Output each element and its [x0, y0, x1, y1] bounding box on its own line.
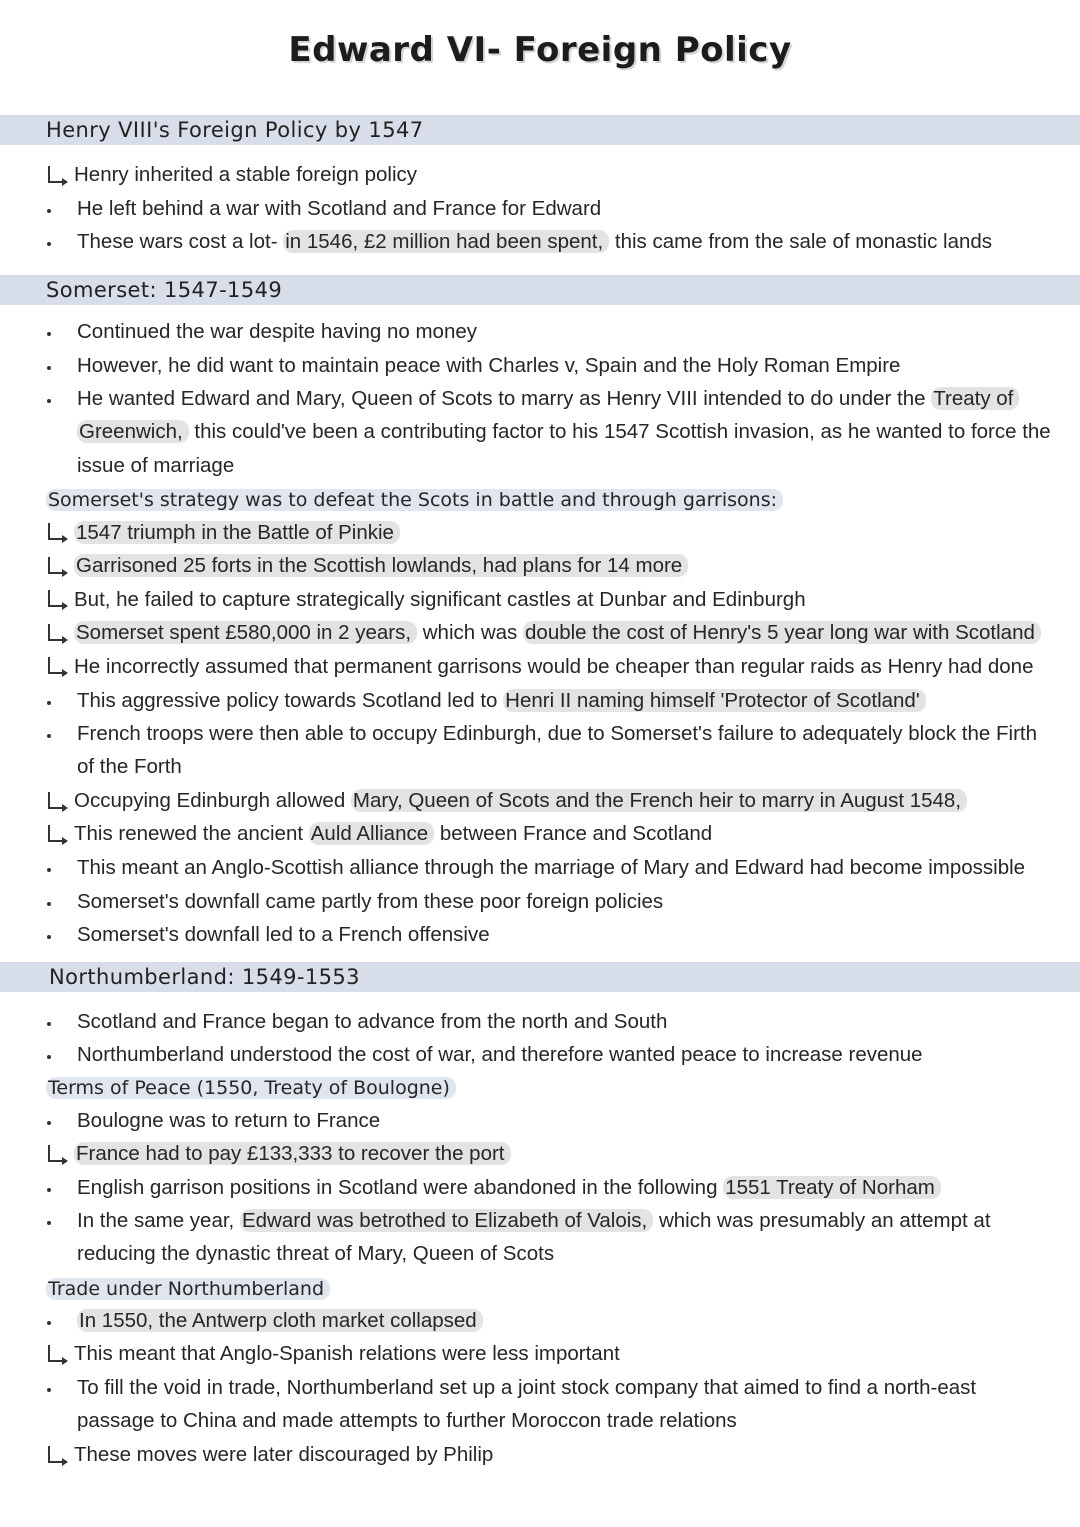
arrow-icon — [48, 657, 62, 674]
arrow-icon — [48, 166, 62, 183]
highlight: Trade under Northumberland — [46, 1278, 330, 1300]
subheading — [46, 1276, 330, 1302]
text-line: issue of marriage — [77, 454, 235, 477]
text-part: which was — [417, 621, 524, 644]
arrow-icon — [48, 1145, 62, 1162]
text-line: reducing the dynastic threat of Mary, Queen of Scots — [77, 1242, 555, 1265]
highlight: Somerset spent £580,000 in 2 years, — [74, 621, 417, 644]
text-line — [77, 1208, 991, 1234]
bullet-icon — [47, 1221, 51, 1225]
text-part: Occupying Edinburgh allowed — [74, 789, 351, 812]
text-line — [74, 788, 967, 814]
bullet-icon — [47, 242, 51, 246]
bullet-icon — [47, 868, 51, 872]
text-line — [74, 1141, 511, 1167]
text-line: passage to China and made attempts to further Moroccon trade relations — [77, 1409, 737, 1432]
highlight: Terms of Peace (1550, Treaty of Boulogne) — [46, 1077, 456, 1099]
bullet-icon — [47, 1055, 51, 1059]
text-line — [77, 386, 1019, 412]
bullet-icon — [47, 734, 51, 738]
arrow-icon — [48, 825, 62, 842]
section-heading-text: Somerset: 1547-1549 — [46, 278, 283, 302]
highlight: Henri II naming himself 'Protector of Scotland' — [503, 689, 926, 712]
bullet-icon — [47, 902, 51, 906]
text-part: this came from the sale of monastic lands — [609, 230, 993, 253]
arrow-icon — [48, 557, 62, 574]
bullet-icon — [47, 399, 51, 403]
bullet-icon — [47, 1321, 51, 1325]
text-line: These moves were later discouraged by Philip — [74, 1443, 494, 1466]
text-line: To fill the void in trade, Northumberland set up a joint stock company that aimed to find a north-east — [77, 1376, 977, 1399]
section-heading-text: Henry VIII's Foreign Policy by 1547 — [46, 118, 424, 142]
text-part: He wanted Edward and Mary, Queen of Scots to marry as Henry VIII intended to do under the — [77, 387, 932, 410]
text-part: This renewed the ancient — [74, 822, 309, 845]
text-line: of the Forth — [77, 755, 182, 778]
arrow-icon — [48, 624, 62, 641]
bullet-icon — [47, 1022, 51, 1026]
text-part: between France and Scotland — [434, 822, 713, 845]
text-line: This meant an Anglo-Scottish alliance through the marriage of Mary and Edward had become impossible — [77, 856, 1026, 879]
section-heading-henry — [0, 115, 1080, 145]
section-heading-text: Northumberland: 1549-1553 — [49, 965, 360, 989]
arrow-icon — [48, 1345, 62, 1362]
text-line: This meant that Anglo-Spanish relations were less important — [74, 1342, 620, 1365]
subheading — [46, 487, 783, 513]
section-heading-somerset — [0, 275, 1080, 305]
text-part: English garrison positions in Scotland were abandoned in the following — [77, 1176, 724, 1199]
highlight: Greenwich, — [77, 420, 189, 443]
text-line: But, he failed to capture strategically significant castles at Dunbar and Edinburgh — [74, 588, 806, 611]
text-line: Continued the war despite having no money — [77, 320, 478, 343]
bullet-icon — [47, 332, 51, 336]
highlight: In 1550, the Antwerp cloth market collapsed — [77, 1309, 483, 1332]
arrow-icon — [48, 792, 62, 809]
text-line — [77, 229, 992, 255]
text-part: In the same year, — [77, 1209, 240, 1232]
highlight: Edward was betrothed to Elizabeth of Valois, — [240, 1209, 653, 1232]
highlight: Mary, Queen of Scots and the French heir to marry in August 1548, — [351, 789, 967, 812]
bullet-icon — [47, 701, 51, 705]
section-heading-northumberland — [0, 962, 1080, 992]
text-part: This aggressive policy towards Scotland led to — [77, 689, 504, 712]
text-line: French troops were then able to occupy Edinburgh, due to Somerset's failure to adequately block the Firth — [77, 722, 1037, 745]
text-line: Scotland and France began to advance from the north and South — [77, 1010, 668, 1033]
bullet-icon — [47, 1188, 51, 1192]
text-line: He left behind a war with Scotland and France for Edward — [77, 197, 602, 220]
bullet-icon — [47, 366, 51, 370]
text-line: However, he did want to maintain peace with Charles v, Spain and the Holy Roman Empire — [77, 354, 901, 377]
arrow-icon — [48, 590, 62, 607]
highlight: double the cost of Henry's 5 year long war with Scotland — [523, 621, 1041, 644]
arrow-icon — [48, 523, 62, 540]
bullet-icon — [47, 935, 51, 939]
text-line — [77, 419, 1051, 445]
text-line: Henry inherited a stable foreign policy — [74, 163, 417, 186]
highlight: Treaty of — [931, 387, 1019, 410]
bullet-icon — [47, 209, 51, 213]
subheading — [46, 1075, 456, 1101]
text-part: These wars cost a lot- — [77, 230, 284, 253]
highlight: 1547 triumph in the Battle of Pinkie — [74, 521, 400, 544]
text-line — [74, 620, 1041, 646]
text-line: Somerset's downfall came partly from these poor foreign policies — [77, 890, 664, 913]
text-line: Boulogne was to return to France — [77, 1109, 381, 1132]
text-line: Somerset's downfall led to a French offensive — [77, 923, 490, 946]
bullet-icon — [47, 1388, 51, 1392]
text-part: this could've been a contributing factor to his 1547 Scottish invasion, as he wanted to force the — [188, 420, 1051, 443]
text-line: He incorrectly assumed that permanent garrisons would be cheaper than regular raids as Henry had done — [74, 655, 1034, 678]
arrow-icon — [48, 1446, 62, 1463]
text-line — [74, 520, 400, 546]
text-line — [77, 1175, 941, 1201]
text-part: which was presumably an attempt at — [653, 1209, 991, 1232]
bullet-icon — [47, 1121, 51, 1125]
highlight: in 1546, £2 million had been spent, — [283, 230, 609, 253]
highlight: 1551 Treaty of Norham — [723, 1176, 941, 1199]
text-line: Northumberland understood the cost of war, and therefore wanted peace to increase revenue — [77, 1043, 923, 1066]
text-line — [77, 688, 926, 714]
highlight: Somerset's strategy was to defeat the Scots in battle and through garrisons: — [46, 489, 783, 511]
highlight: Garrisoned 25 forts in the Scottish lowlands, had plans for 14 more — [74, 554, 688, 577]
text-line — [74, 553, 688, 579]
highlight: Auld Alliance — [309, 822, 434, 845]
page-title: Edward VI- Foreign Policy — [288, 30, 792, 70]
text-line — [77, 1308, 483, 1334]
highlight: France had to pay £133,333 to recover the port — [74, 1142, 511, 1165]
text-line — [74, 821, 712, 847]
